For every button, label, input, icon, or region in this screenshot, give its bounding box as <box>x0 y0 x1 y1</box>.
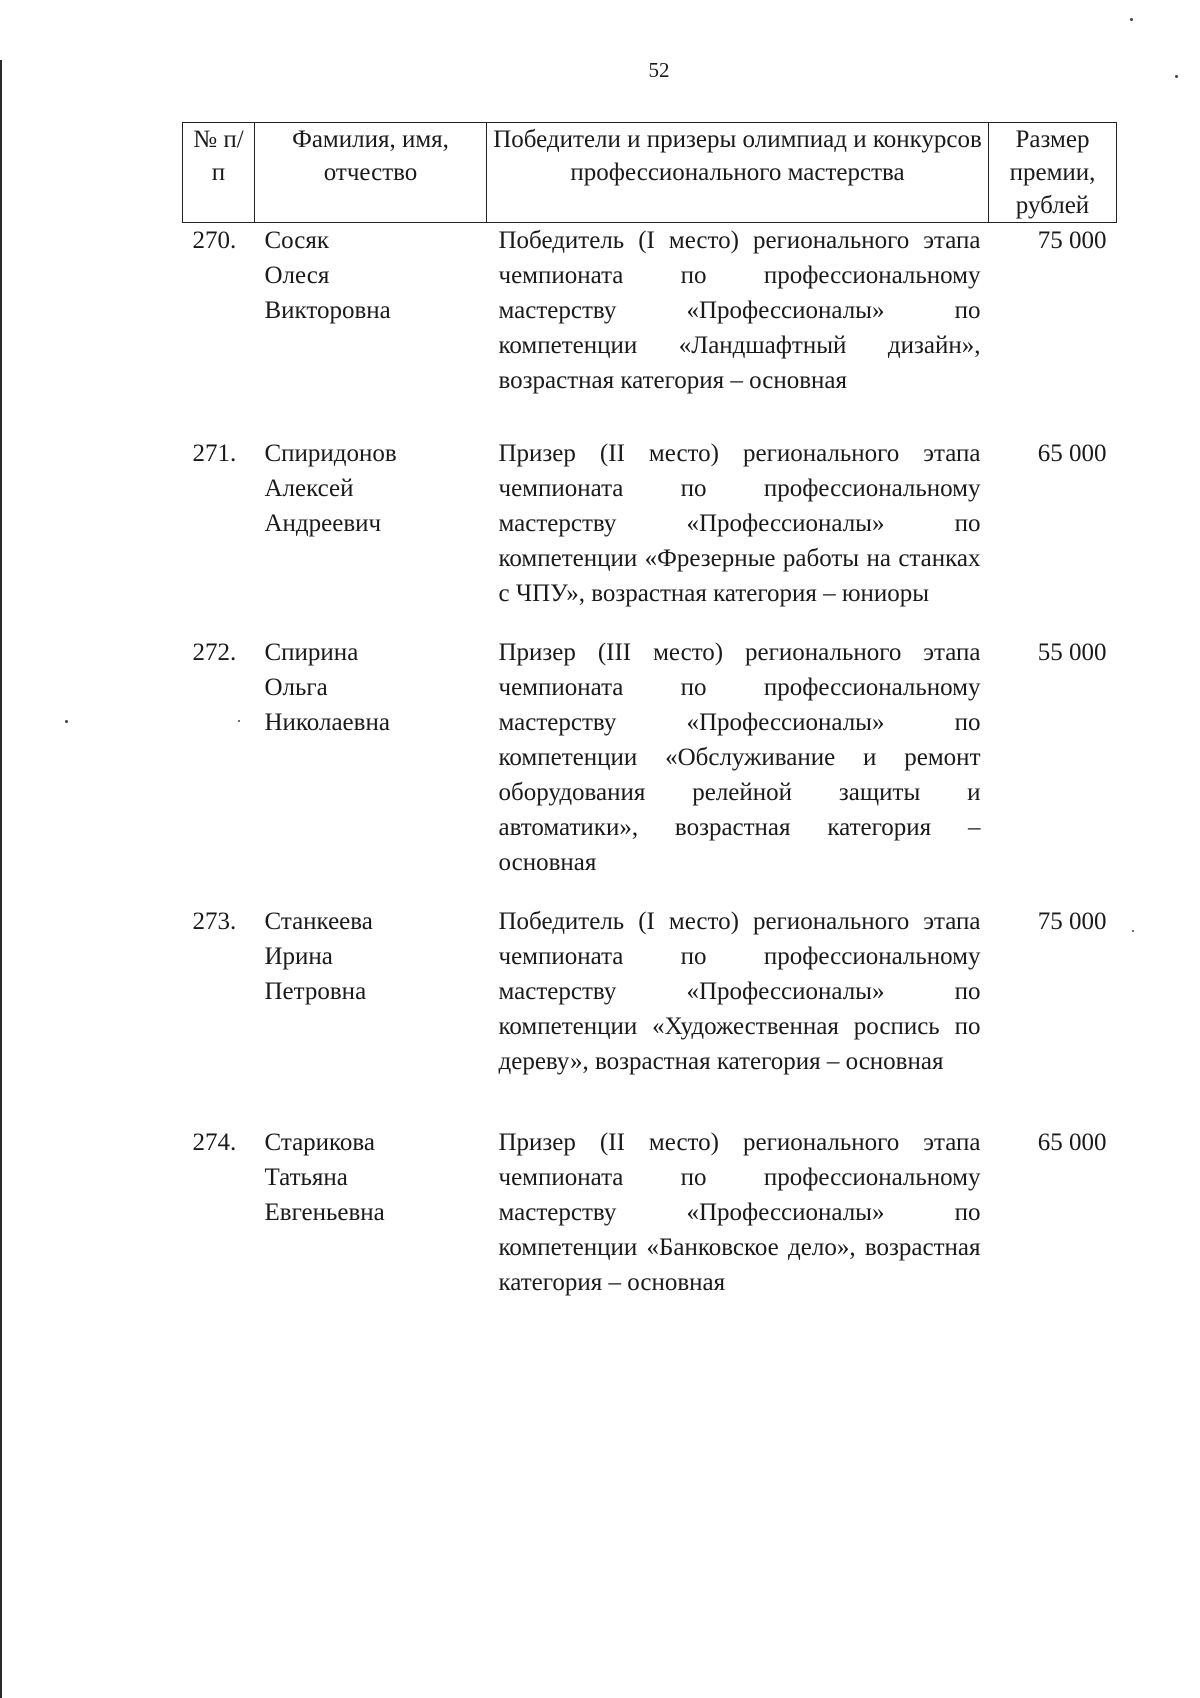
row-prize-amount: 75 000 <box>1037 908 1107 935</box>
table-row <box>183 1125 1117 1324</box>
row-prize-amount: 65 000 <box>1037 1129 1107 1156</box>
row-prize-amount: 75 000 <box>1037 227 1107 254</box>
row-prize-amount: 65 000 <box>1037 440 1107 467</box>
scan-speck <box>65 720 68 723</box>
surname: Спиридонов <box>264 440 397 467</box>
row-full-name <box>255 223 487 437</box>
first-name: Алексей <box>264 475 354 502</box>
header-number: № п/п <box>183 123 255 223</box>
header-prize-amount: Размер премии, рублей <box>989 123 1117 223</box>
patronymic: Петровна <box>264 978 367 1005</box>
row-number: 274. <box>192 1129 237 1156</box>
scan-speck <box>1130 18 1133 21</box>
row-full-name <box>255 635 487 904</box>
row-number: 272. <box>192 639 237 666</box>
row-achievement: Победитель (I место) регионального этапа чемпионата по профессиональному мастерству «Профессионалы» по компетенции «Ландшафтный дизайн», возрастная категория – основная <box>498 227 981 394</box>
first-name: Олеся <box>264 262 330 289</box>
table-row <box>183 904 1117 1125</box>
scan-speck <box>1132 930 1134 932</box>
row-achievement: Призер (II место) регионального этапа чемпионата по профессиональному мастерству «Профессионалы» по компетенции «Банковское дело», возрастная категория – основная <box>498 1129 981 1296</box>
row-achievement: Призер (III место) регионального этапа чемпионата по профессиональному мастерству «Профессионалы» по компетенции «Обслуживание и ремонт оборудования релейной защиты и автоматики», возрастная категория – основная <box>498 639 981 876</box>
row-achievement: Призер (II место) регионального этапа чемпионата по профессиональному мастерству «Профессионалы» по компетенции «Фрезерные работы на станках с ЧПУ», возрастная категория – юниоры <box>498 440 981 607</box>
first-name: Ирина <box>264 943 333 970</box>
row-number: 271. <box>192 440 237 467</box>
header-achievement: Победители и призеры олимпиад и конкурсов профессионального мастерства <box>487 123 989 223</box>
first-name: Ольга <box>264 674 328 701</box>
surname: Станкеева <box>264 908 373 935</box>
header-full-name: Фамилия, имя, отчество <box>255 123 487 223</box>
patronymic: Андреевич <box>264 510 382 537</box>
surname: Спирина <box>264 639 359 666</box>
table-row <box>183 436 1117 635</box>
patronymic: Николаевна <box>264 709 390 736</box>
patronymic: Викторовна <box>264 297 391 324</box>
row-prize-amount: 55 000 <box>1037 639 1107 666</box>
row-full-name <box>255 904 487 1125</box>
row-number: 270. <box>192 227 237 254</box>
table-row <box>183 635 1117 904</box>
row-full-name <box>255 1125 487 1324</box>
awards-table <box>182 122 1117 1324</box>
first-name: Татьяна <box>264 1164 348 1191</box>
table-row <box>183 223 1117 437</box>
row-full-name <box>255 436 487 635</box>
row-number: 273. <box>192 908 237 935</box>
surname: Сосяк <box>264 227 330 254</box>
table-header-row <box>183 123 1117 223</box>
patronymic: Евгеньевна <box>264 1199 385 1226</box>
scan-edge-mark <box>0 60 2 1698</box>
row-achievement: Победитель (I место) регионального этапа чемпионата по профессиональному мастерству «Профессионалы» по компетенции «Художественная роспись по дереву», возрастная категория – основная <box>498 908 981 1075</box>
page-number: 52 <box>648 58 670 82</box>
surname: Старикова <box>264 1129 375 1156</box>
